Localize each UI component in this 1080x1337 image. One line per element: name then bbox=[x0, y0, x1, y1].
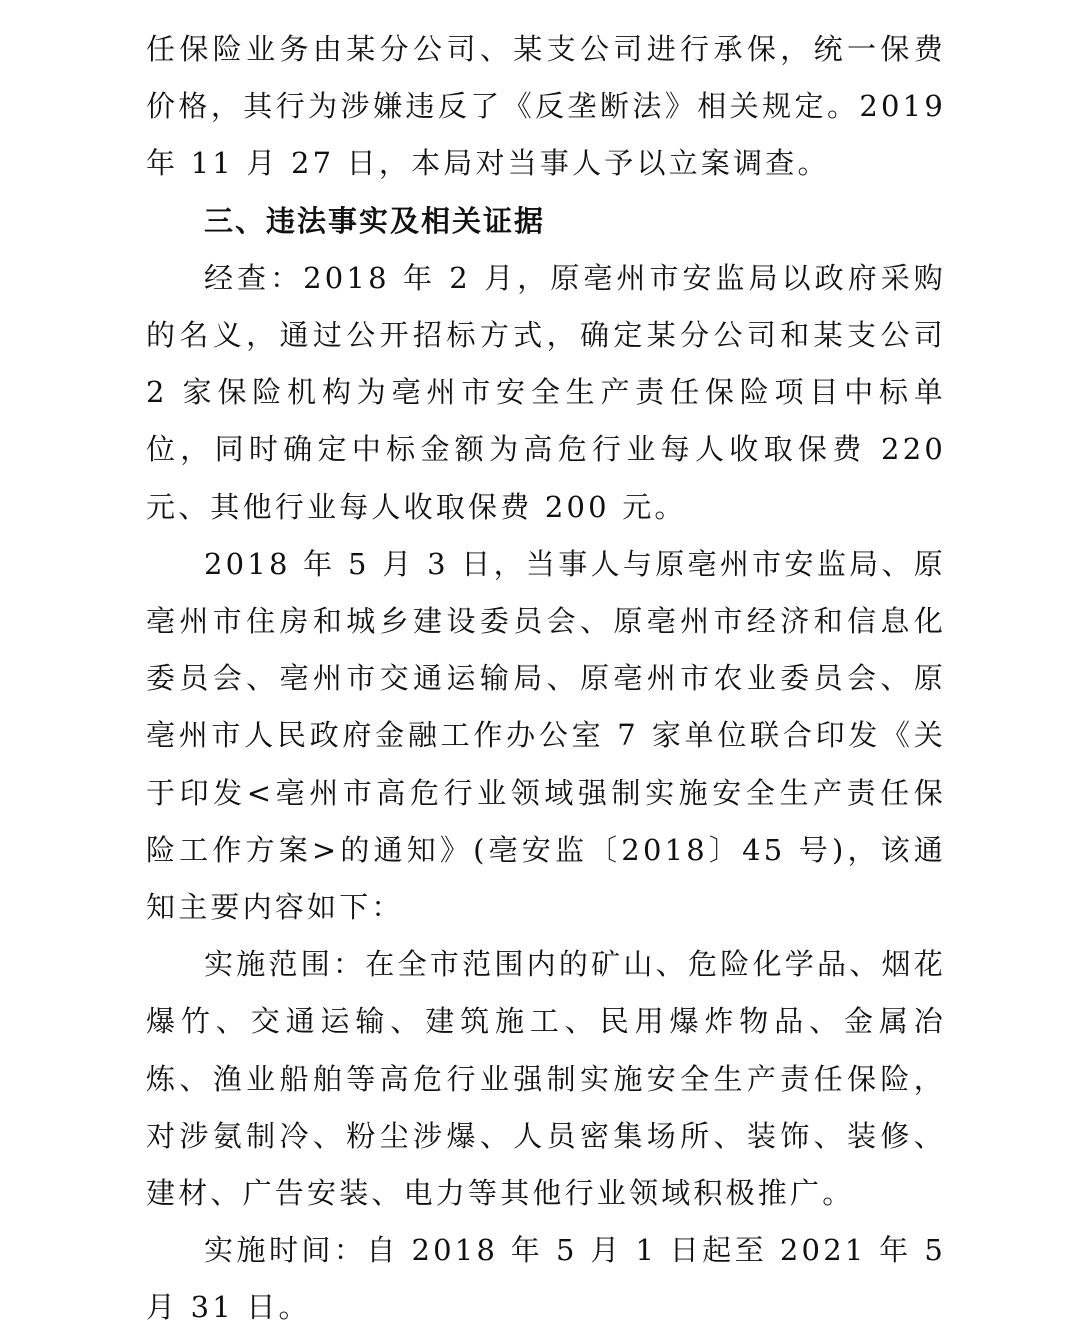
document-body bbox=[146, 21, 946, 1337]
paragraph-implementation-period: 实施时间：自 2018 年 5 月 1 日起至 2021 年 5 月 31 日。 bbox=[146, 1233, 946, 1325]
paragraph-case-filing: 任保险业务由某分公司、某支公司进行承保，统一保费价格，其行为涉嫌违反了《反垄断法》相关规定。2019 年 11 月 27 日，本局对当事人予以立案调查。 bbox=[146, 32, 946, 181]
paragraph-investigation-finding: 经查：2018 年 2 月，原亳州市安监局以政府采购的名义，通过公开招标方式，确定某分公司和某支公司 2 家保险机构为亳州市安全生产责任保险项目中标单位，同时确定中标金额为高危行业每人收取保费 220 元、其他行业每人收取保费 200 元。 bbox=[146, 260, 946, 524]
paragraph-joint-notice: 2018 年 5 月 3 日，当事人与原亳州市安监局、原亳州市住房和城乡建设委员会、原亳州市经济和信息化委员会、亳州市交通运输局、原亳州市农业委员会、原亳州市人民政府金融工作办公室 7 家单位联合印发《关于印发<亳州市高危行业领域强制实施安全生产责任保险工作方案>的通知》(亳安监〔2018〕45 号)，该通知主要内容如下： bbox=[146, 546, 946, 925]
paragraph-implementation-scope: 实施范围：在全市范围内的矿山、危险化学品、烟花爆竹、交通运输、建筑施工、民用爆炸物品、金属冶炼、渔业船舶等高危行业强制实施安全生产责任保险，对涉氨制冷、粉尘涉爆、人员密集场所、装饰、装修、建材、广告安装、电力等其他行业领域积极推广。 bbox=[146, 947, 946, 1211]
section-heading: 三、违法事实及相关证据 bbox=[204, 203, 546, 238]
